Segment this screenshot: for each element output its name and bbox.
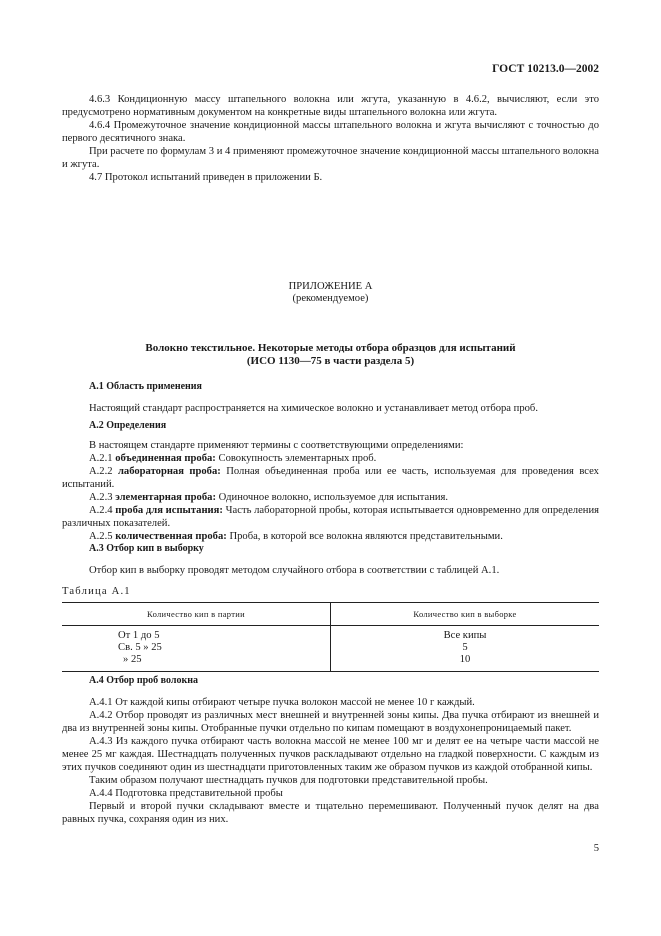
paragraph-bundles: Таким образом получают шестнадцать пучков для подготовки представительной пробы. — [89, 775, 488, 786]
definition-text: Часть лабораторной пробы, которая испытывается одновременно для определения различных показателей. — [62, 505, 600, 529]
section-a2 — [62, 419, 599, 543]
section-a3 — [62, 542, 599, 577]
definition-number: А.2.1 — [89, 453, 113, 464]
definition-term: объединенная проба: — [115, 453, 216, 464]
table-header-sample: Количество кип в выборке — [331, 603, 600, 626]
section-a3-title: А.3 Отбор кип в выборку — [89, 543, 204, 554]
section-a1-text: Настоящий стандарт распространяется на химическое волокно и устанавливает метод отбора проб. — [89, 403, 538, 414]
paragraph-mixing: Первый и второй пучки складывают вместе и тщательно перемешивают. Полученный пучок делят на два равных пучка, сохраняя один из них. — [62, 801, 599, 825]
appendix-title: ПРИЛОЖЕНИЕ А — [288, 281, 373, 292]
definition-text: Полная объединенная проба или ее часть, используемая для проведения всех испытаний. — [62, 466, 599, 490]
appendix-heading-line1: Волокно текстильное. Некоторые методы отбора образцов для испытаний — [145, 342, 516, 354]
definition-number: А.2.2 — [89, 466, 113, 477]
document-header: ГОСТ 10213.0—2002 — [492, 63, 599, 75]
paragraph-a-4-2: А.4.2 Отбор проводят из различных мест внешней и внутренней зоны кипы. Два пучка отбирают из внешней и два из внутренней зоны кипы. Отобранные пучки отдельно по кипам помещают в воздухонепроницаемый пакет. — [62, 710, 599, 734]
section-a3-text: Отбор кип в выборку проводят методом случайного отбора в соответствии с таблицей А.1. — [89, 565, 500, 576]
paragraph-4-7: 4.7 Протокол испытаний приведен в приложении Б. — [89, 172, 323, 183]
table-cell-lot — [62, 626, 331, 672]
lot-value: » 25 — [123, 654, 142, 665]
section-a2-title: А.2 Определения — [89, 420, 167, 431]
paragraph-a-4-3: А.4.3 Из каждого пучка отбирают часть волокна массой не менее 100 мг и делят ее на четыре части массой не менее 25 мг каждая. Шестнадцать полученных пучков раскладывают отдельно на гладкой поверхности. С каждым из этих пучков соединяют один из шестнадцати приготовленных таким же образом пучков из каждой отобранной кипы. — [62, 736, 599, 773]
table-cell-sample — [331, 626, 600, 672]
paragraph-a-4-1: А.4.1 От каждой кипы отбирают четыре пучка волокон массой не менее 10 г каждый. — [89, 697, 475, 708]
top-paragraphs — [62, 93, 599, 184]
definition-text: Одиночное волокно, используемое для испытания. — [218, 492, 449, 503]
definition-number: А.2.4 — [89, 505, 113, 516]
definition-a-2-3 — [62, 491, 599, 504]
definition-a-2-2 — [62, 465, 599, 491]
definition-number: А.2.3 — [89, 492, 113, 503]
definition-text: Проба, в которой все волокна являются представительными. — [229, 531, 503, 542]
paragraph-4-6-3: 4.6.3 Кондиционную массу штапельного волокна или жгута, указанную в 4.6.2, вычисляют, если это предусмотрено нормативным документом на конкретные виды штапельного волокна или жгута. — [62, 94, 599, 118]
appendix-subtitle: (рекомендуемое) — [292, 293, 369, 304]
paragraph-a-4-4: А.4.4 Подготовка представительной пробы — [89, 788, 283, 799]
section-a4-title: А.4 Отбор проб волокна — [89, 675, 198, 686]
table-caption: Таблица А.1 — [62, 586, 131, 597]
table-header-lot: Количество кип в партии — [62, 603, 331, 626]
section-a4 — [62, 674, 599, 826]
definition-a-2-4 — [62, 504, 599, 530]
table-a1-wrapper — [62, 602, 599, 672]
sample-value: 5 — [462, 642, 468, 653]
lot-value: Св. 5 » 25 — [118, 642, 162, 653]
definition-a-2-1 — [62, 452, 599, 465]
appendix-heading-line2: (ИСО 1130—75 в части раздела 5) — [246, 355, 415, 367]
paragraph-4-6-4: 4.6.4 Промежуточное значение кондиционной массы штапельного волокна и жгута вычисляют с точностью до первого десятичного знака. — [62, 120, 599, 144]
definition-text: Совокупность элементарных проб. — [218, 453, 377, 464]
section-a1-title: А.1 Область применения — [89, 381, 202, 392]
definition-term: количественная проба: — [115, 531, 227, 542]
definition-term: лабораторная проба: — [117, 466, 221, 477]
paragraph-calc: При расчете по формулам 3 и 4 применяют промежуточное значение кондиционной массы штапельного волокна и жгута. — [62, 146, 599, 170]
definition-number: А.2.5 — [89, 531, 113, 542]
table-row — [62, 626, 599, 672]
definition-term: проба для испытания: — [115, 505, 223, 516]
sample-value: 10 — [459, 654, 471, 665]
definition-term: элементарная проба: — [115, 492, 216, 503]
sample-value: Все кипы — [443, 630, 487, 641]
section-a1 — [62, 380, 599, 415]
page-number: 5 — [593, 843, 599, 854]
table-a1 — [62, 602, 599, 672]
lot-value: От 1 до 5 — [118, 630, 160, 641]
section-a2-intro: В настоящем стандарте применяют термины с соответствующими определениями: — [89, 440, 464, 451]
